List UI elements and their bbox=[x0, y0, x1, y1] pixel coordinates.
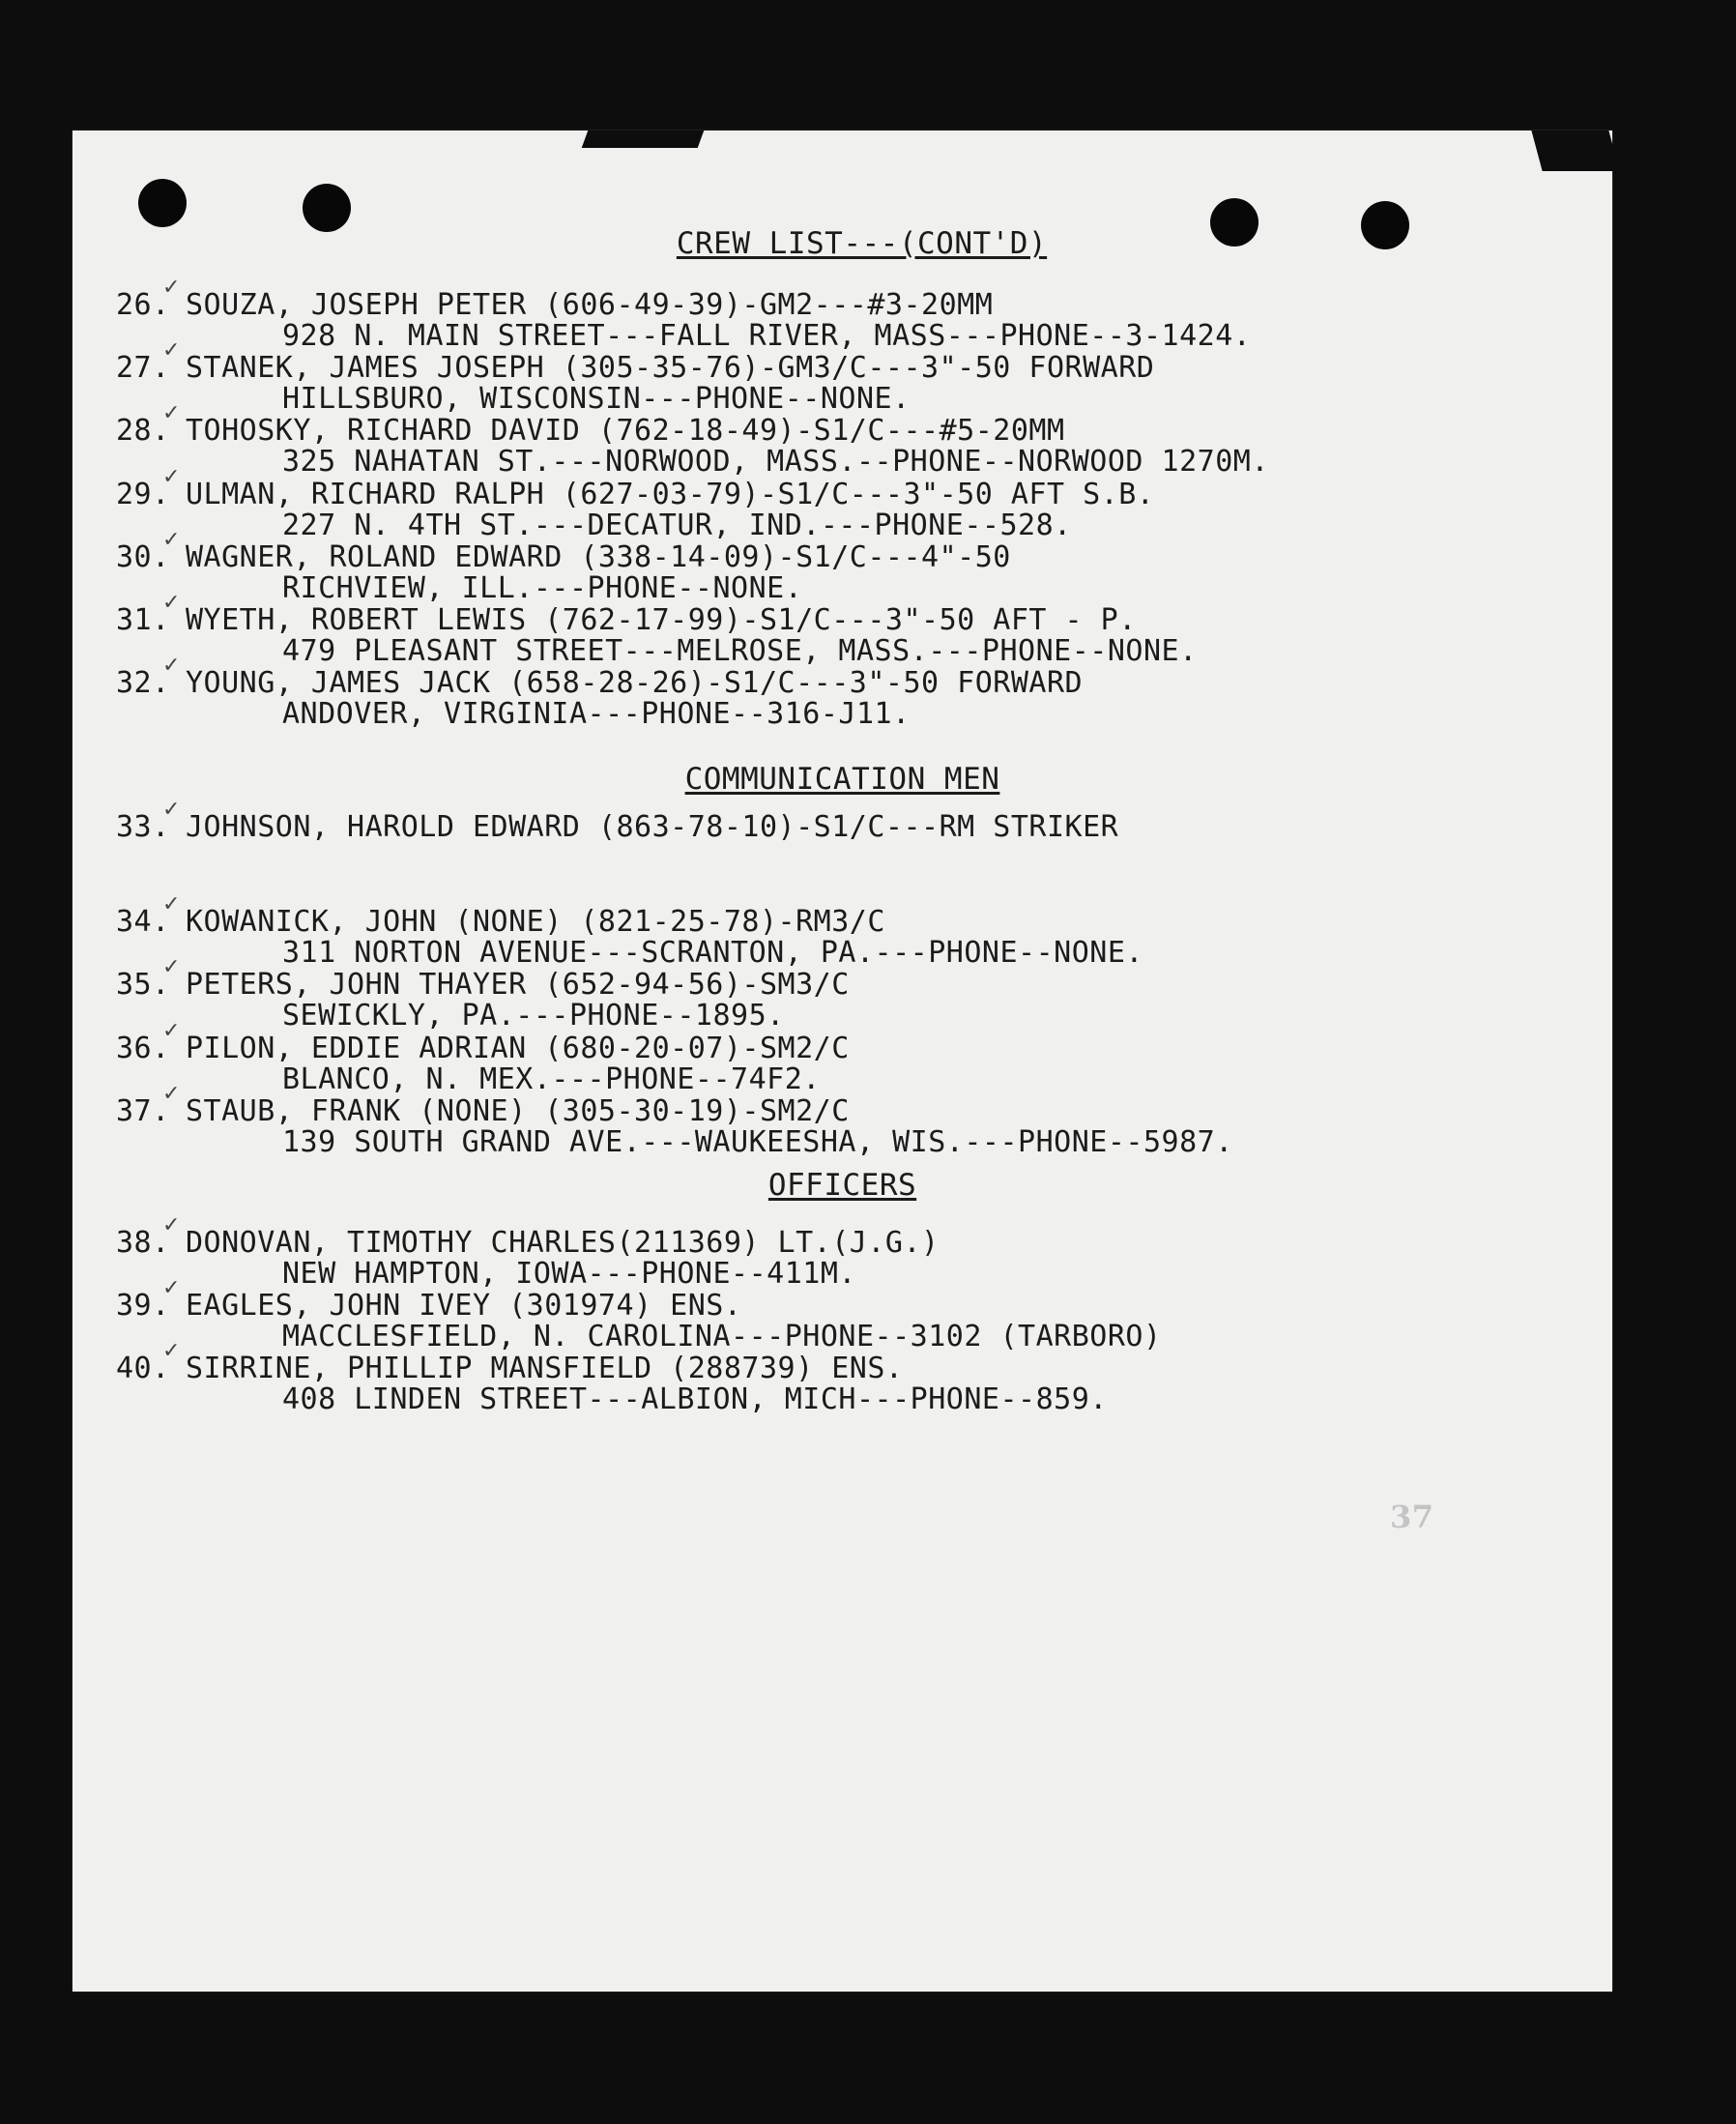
entry-number: 31. bbox=[116, 603, 170, 637]
page-title: CREW LIST---(CONT'D) bbox=[676, 226, 1048, 261]
section-heading-officers: OFFICERS bbox=[767, 1168, 917, 1203]
list-item bbox=[116, 654, 1566, 731]
check-mark-icon: ✓ bbox=[162, 955, 181, 979]
entry-address: BLANCO, N. MEX.---PHONE--74F2. bbox=[282, 1062, 821, 1096]
list-item bbox=[116, 465, 1566, 542]
entry-number: 32. bbox=[116, 666, 170, 700]
entry-address: 928 N. MAIN STREET---FALL RIVER, MASS---PHONE--3-1424. bbox=[282, 319, 1252, 353]
entry-name: WAGNER, ROLAND EDWARD (338-14-09)-S1/C---4"-50 bbox=[186, 540, 1011, 574]
entry-address: ANDOVER, VIRGINIA---PHONE--316-J11. bbox=[282, 697, 911, 731]
entry-number: 34. bbox=[116, 905, 170, 939]
entry-number: 29. bbox=[116, 478, 170, 511]
entry-line-name bbox=[116, 1033, 1566, 1064]
list-item bbox=[116, 338, 1566, 416]
check-mark-icon: ✓ bbox=[162, 591, 181, 615]
entry-name: KOWANICK, JOHN (NONE) (821-25-78)-RM3/C bbox=[186, 905, 885, 939]
list-item bbox=[116, 1082, 1566, 1159]
entry-address: 479 PLEASANT STREET---MELROSE, MASS.---PHONE--NONE. bbox=[282, 634, 1198, 668]
check-mark-icon: ✓ bbox=[162, 401, 181, 425]
entry-name: PILON, EDDIE ADRIAN (680-20-07)-SM2/C bbox=[186, 1032, 850, 1065]
list-item bbox=[116, 591, 1566, 668]
entry-line-name bbox=[116, 1353, 1566, 1384]
list-item bbox=[116, 528, 1566, 605]
list-item bbox=[116, 276, 1566, 353]
entry-number: 35. bbox=[116, 968, 170, 1002]
entry-address: 325 NAHATAN ST.---NORWOOD, MASS.--PHONE--NORWOOD 1270M. bbox=[282, 445, 1269, 479]
check-mark-icon: ✓ bbox=[162, 654, 181, 678]
entry-line-name bbox=[116, 668, 1566, 699]
list-item bbox=[116, 1019, 1566, 1096]
entry-address: SEWICKLY, PA.---PHONE--1895. bbox=[282, 999, 785, 1033]
entry-name: STAUB, FRANK (NONE) (305-30-19)-SM2/C bbox=[186, 1094, 850, 1128]
entry-name: PETERS, JOHN THAYER (652-94-56)-SM3/C bbox=[186, 968, 850, 1002]
page-number: 37 bbox=[1390, 1498, 1434, 1535]
entry-line-name bbox=[116, 353, 1566, 384]
entry-line-name bbox=[116, 1228, 1566, 1259]
list-item bbox=[116, 892, 1566, 970]
entry-line-name bbox=[116, 812, 1566, 843]
entry-address: 408 LINDEN STREET---ALBION, MICH---PHONE--859. bbox=[282, 1382, 1108, 1416]
check-mark-icon: ✓ bbox=[162, 276, 181, 300]
check-mark-icon: ✓ bbox=[162, 1276, 181, 1300]
entry-number: 37. bbox=[116, 1094, 170, 1128]
document-page bbox=[72, 131, 1612, 1992]
entry-name: DONOVAN, TIMOTHY CHARLES(211369) LT.(J.G.) bbox=[186, 1226, 940, 1260]
entry-number: 40. bbox=[116, 1352, 170, 1385]
entry-name: SIRRINE, PHILLIP MANSFIELD (288739) ENS. bbox=[186, 1352, 904, 1385]
entry-name: ULMAN, RICHARD RALPH (627-03-79)-S1/C---3"-50 AFT S.B. bbox=[186, 478, 1155, 511]
entry-name: WYETH, ROBERT LEWIS (762-17-99)-S1/C---3"-50 AFT - P. bbox=[186, 603, 1137, 637]
entry-number: 27. bbox=[116, 351, 170, 385]
entry-address: 227 N. 4TH ST.---DECATUR, IND.---PHONE--528. bbox=[282, 509, 1072, 542]
document-body bbox=[72, 131, 1612, 1992]
check-mark-icon: ✓ bbox=[162, 892, 181, 917]
section-heading-communication-men: COMMUNICATION MEN bbox=[684, 762, 1000, 797]
entry-address: HILLSBURO, WISCONSIN---PHONE--NONE. bbox=[282, 382, 911, 416]
entry-line-name bbox=[116, 605, 1566, 636]
check-mark-icon: ✓ bbox=[162, 1339, 181, 1363]
entry-number: 28. bbox=[116, 414, 170, 448]
check-mark-icon: ✓ bbox=[162, 1082, 181, 1106]
entry-line-name bbox=[116, 1291, 1566, 1322]
entry-number: 26. bbox=[116, 288, 170, 322]
check-mark-icon: ✓ bbox=[162, 338, 181, 363]
entry-name: STANEK, JAMES JOSEPH (305-35-76)-GM3/C---3"-50 FORWARD bbox=[186, 351, 1155, 385]
check-mark-icon: ✓ bbox=[162, 798, 181, 822]
check-mark-icon: ✓ bbox=[162, 1213, 181, 1237]
entry-line-name bbox=[116, 416, 1566, 447]
entry-number: 36. bbox=[116, 1032, 170, 1065]
entry-name: JOHNSON, HAROLD EDWARD (863-78-10)-S1/C---RM STRIKER bbox=[186, 810, 1119, 844]
check-mark-icon: ✓ bbox=[162, 1019, 181, 1043]
list-item bbox=[116, 798, 1566, 844]
entry-number: 38. bbox=[116, 1226, 170, 1260]
entry-name: SOUZA, JOSEPH PETER (606-49-39)-GM2---#3-20MM bbox=[186, 288, 994, 322]
entry-name: EAGLES, JOHN IVEY (301974) ENS. bbox=[186, 1289, 742, 1323]
entry-address: MACCLESFIELD, N. CAROLINA---PHONE--3102 (TARBORO) bbox=[282, 1320, 1162, 1353]
list-item bbox=[116, 955, 1566, 1033]
entry-number: 39. bbox=[116, 1289, 170, 1323]
entry-line-name bbox=[116, 970, 1566, 1001]
entry-line-name bbox=[116, 542, 1566, 573]
list-item bbox=[116, 1213, 1566, 1291]
entry-address: RICHVIEW, ILL.---PHONE--NONE. bbox=[282, 571, 803, 605]
list-item bbox=[116, 1276, 1566, 1353]
check-mark-icon: ✓ bbox=[162, 465, 181, 489]
entry-line-name bbox=[116, 907, 1566, 938]
list-item bbox=[116, 1339, 1566, 1416]
entry-line-name bbox=[116, 1096, 1566, 1127]
entry-address: NEW HAMPTON, IOWA---PHONE--411M. bbox=[282, 1257, 856, 1291]
entry-number: 33. bbox=[116, 810, 170, 844]
entry-address: 139 SOUTH GRAND AVE.---WAUKEESHA, WIS.---PHONE--5987. bbox=[282, 1125, 1233, 1159]
entry-line-name bbox=[116, 290, 1566, 321]
list-item bbox=[116, 401, 1566, 479]
entry-line-name bbox=[116, 480, 1566, 510]
entry-number: 30. bbox=[116, 540, 170, 574]
entry-address: 311 NORTON AVENUE---SCRANTON, PA.---PHONE--NONE. bbox=[282, 936, 1143, 970]
check-mark-icon: ✓ bbox=[162, 528, 181, 552]
entry-name: TOHOSKY, RICHARD DAVID (762-18-49)-S1/C---#5-20MM bbox=[186, 414, 1065, 448]
entry-name: YOUNG, JAMES JACK (658-28-26)-S1/C---3"-50 FORWARD bbox=[186, 666, 1084, 700]
